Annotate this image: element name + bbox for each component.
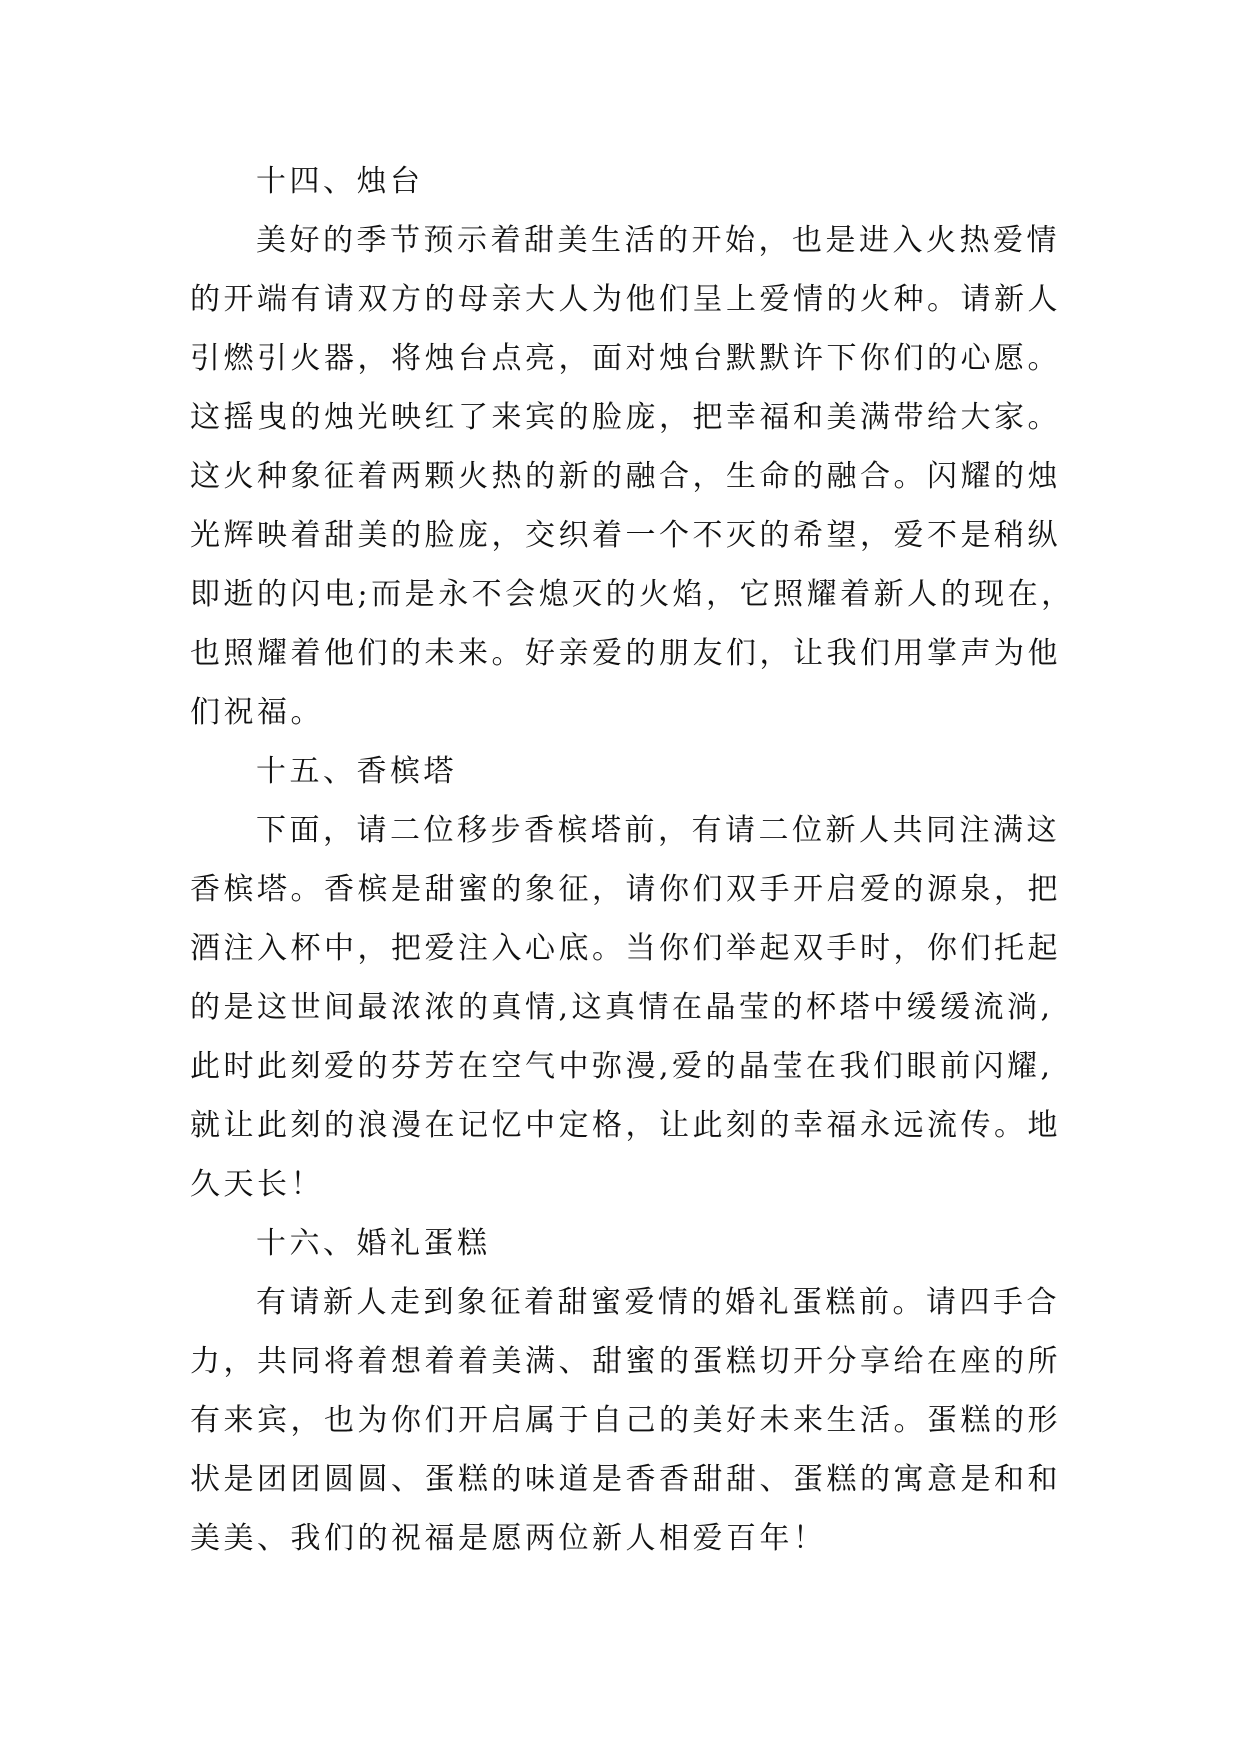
section-champagne-tower [190, 742, 1061, 1214]
text-line: 也照耀着他们的未来。好亲爱的朋友们，让我们用掌声为他 [190, 636, 1061, 671]
text-line: 引燃引火器，将烛台点亮，面对烛台默默许下你们的心愿。 [190, 341, 1061, 376]
text-line: 这火种象征着两颗火热的新的融合，生命的融合。闪耀的烛 [190, 459, 1061, 494]
text-line: 的是这世间最浓浓的真情,这真情在晶莹的杯塔中缓缓流淌, [190, 990, 1054, 1025]
text-line: 下面，请二位移步香槟塔前，有请二位新人共同注满这 [256, 813, 1060, 848]
text-line: 美好的季节预示着甜美生活的开始，也是进入火热爱情 [256, 223, 1060, 258]
text-line: 香槟塔。香槟是甜蜜的象征，请你们双手开启爱的源泉，把 [190, 872, 1061, 907]
text-line: 久天长！ [190, 1167, 324, 1202]
text-line: 美美、我们的祝福是愿两位新人相爱百年！ [190, 1521, 827, 1556]
text-line: 酒注入杯中，把爱注入心底。当你们举起双手时，你们托起 [190, 931, 1061, 966]
text-line: 即逝的闪电;而是永不会熄灭的火焰，它照耀着新人的现在， [190, 577, 1075, 612]
text-line: 状是团团圆圆、蛋糕的味道是香香甜甜、蛋糕的寓意是和和 [190, 1462, 1061, 1497]
paragraph [190, 211, 1075, 742]
section-title: 十四、烛台 [256, 164, 424, 199]
paragraph [190, 1273, 1061, 1568]
text-line: 有请新人走到象征着甜蜜爱情的婚礼蛋糕前。请四手合 [256, 1285, 1060, 1320]
section-candle [190, 152, 1075, 742]
text-line: 光辉映着甜美的脸庞，交织着一个不灭的希望，爱不是稍纵 [190, 518, 1061, 553]
section-title: 十五、香槟塔 [256, 754, 457, 789]
text-line: 力，共同将着想着着美满、甜蜜的蛋糕切开分享给在座的所 [190, 1344, 1061, 1379]
section-title: 十六、婚礼蛋糕 [256, 1226, 491, 1261]
text-line: 此时此刻爱的芬芳在空气中弥漫,爱的晶莹在我们眼前闪耀, [190, 1049, 1054, 1084]
paragraph [190, 801, 1061, 1214]
text-line: 有来宾，也为你们开启属于自己的美好未来生活。蛋糕的形 [190, 1403, 1061, 1438]
document-body [190, 152, 1075, 1568]
section-wedding-cake [190, 1214, 1061, 1568]
text-line: 的开端有请双方的母亲大人为他们呈上爱情的火种。请新人 [190, 282, 1061, 317]
text-line: 就让此刻的浪漫在记忆中定格，让此刻的幸福永远流传。地 [190, 1108, 1061, 1143]
text-line: 这摇曳的烛光映红了来宾的脸庞，把幸福和美满带给大家。 [190, 400, 1061, 435]
text-line: 们祝福。 [190, 695, 324, 730]
